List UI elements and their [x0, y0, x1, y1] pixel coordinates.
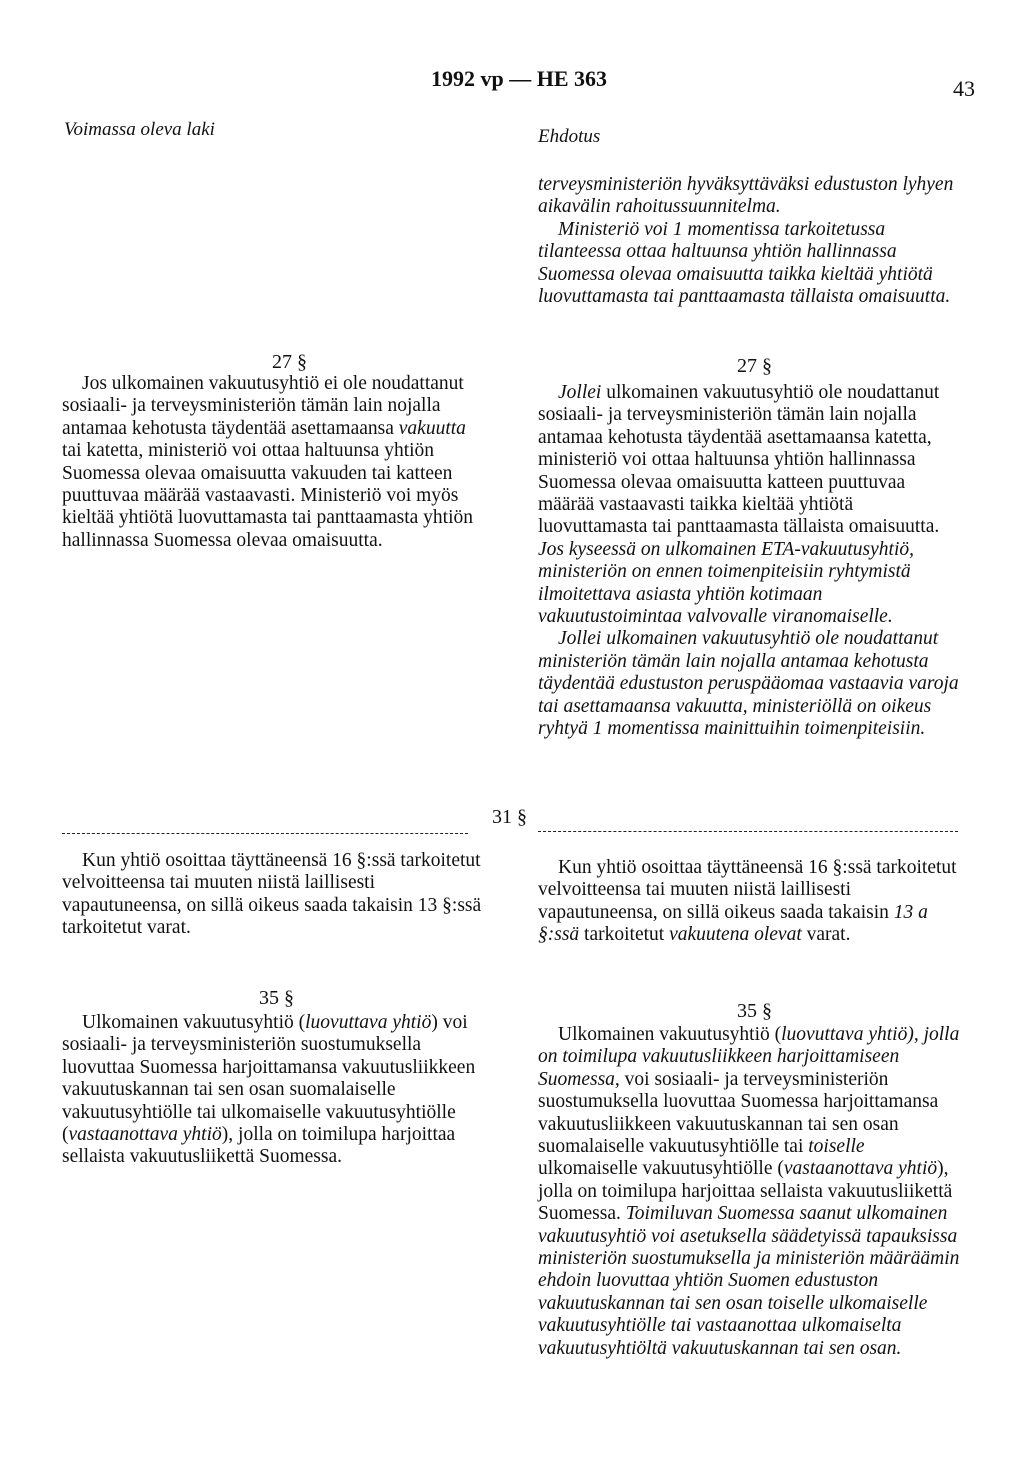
right-section-31-paragraph	[538, 857, 966, 947]
text-run: Ulkomainen vakuutusyhtiö (	[558, 1024, 782, 1045]
text-run-italic: vakuutta	[398, 417, 466, 439]
right-section-35-paragraph	[538, 1024, 966, 1360]
text-run: Kun yhtiö osoittaa täyttäneensä 16 §:ssä tarkoitetut velvoitteensa tai muuten niistä laillisesti vapautuneensa, on sillä oikeus saada takaisin	[538, 857, 957, 923]
text-run-italic: vastaanottava yhtiö	[68, 1124, 222, 1146]
right-section-27-paragraph-2: Jollei ulkomainen vakuutusyhtiö ole noudattanut ministeriön tämän lain nojalla antamaa kehotusta täydentää edustuston peruspääomaa vastaavia varoja tai asettamaansa vakuutta, ministeriöllä on oikeus ryhtyä 1 momentissa mainittuihin toimenpiteisiin.	[538, 628, 959, 740]
text-run-italic: Jos kyseessä on ulkomainen ETA-vakuutusyhtiö, ministeriön on ennen toimenpiteisiin ryhtymistä ilmoitettava asiasta yhtiön kotimaan vakuutustoimintaa valvovalle viranomaiselle.	[538, 538, 915, 628]
text-run: ulkomaiselle vakuutusyhtiölle (	[538, 1158, 784, 1180]
text-run: ulkomainen vakuutusyhtiö ole noudattanut sosiaali- ja terveysministeriön tämän lain nojalla antamaa kehotusta täydentää asettamaansa katetta, ministeriö voi ottaa haltuunsa yhtiön hallinnassa Suomessa olevaa omaisuutta katteen puuttuvaa määrää vastaavasti taikka kieltää yhtiötä luovuttamasta tai panttaamasta tällaista omaisuutta.	[538, 382, 940, 538]
left-omission-line	[62, 833, 468, 834]
text-run: tarkoitetut	[579, 924, 670, 946]
page-number: 43	[953, 76, 975, 101]
section-31-heading: 31 §	[492, 806, 527, 828]
running-header: 1992 vp — HE 363	[431, 66, 608, 91]
right-top-paragraph-1: terveysministeriön hyväksyttäväksi edustuston lyhyen aikavälin rahoitussuunnitelma.	[538, 174, 954, 218]
text-run: Jos ulkomainen vakuutusyhtiö ei ole noudattanut sosiaali- ja terveysministeriön tämän lain nojalla antamaa kehotusta täydentää asettamaansa	[62, 373, 464, 439]
right-omission-line	[538, 831, 958, 832]
left-section-27-heading: 27 §	[272, 351, 307, 373]
left-section-35-paragraph	[62, 1012, 490, 1169]
text-run-italic: vakuutena olevat	[669, 924, 802, 946]
text-run-italic: luovuttava yhtiö), jolla on toimilupa vakuutusliikkeen harjoittamiseen Suomessa,	[538, 1024, 960, 1090]
left-section-27-text	[62, 373, 490, 552]
left-section-35-text	[62, 1012, 490, 1169]
left-section-27-paragraph	[62, 373, 490, 552]
left-column-title: Voimassa oleva laki	[64, 119, 215, 140]
text-run: ) voi sosiaali- ja terveysministeriön suostumuksella luovuttaa Suomessa harjoittamansa vakuutusliikkeen vakuutuskannan tai sen osan suomalaiselle vakuutusyhtiölle tai ulkomaiselle vakuutusyhtiölle (	[62, 1012, 476, 1146]
right-section-35-heading: 35 §	[737, 1000, 772, 1022]
text-run: tai katetta, ministeriö voi ottaa haltuunsa yhtiön Suomessa olevaa omaisuutta vakuuden tai katteen puuttuvaa määrää vastaavasti. Ministeriö voi myös kieltää yhtiötä luovuttamasta tai panttaamasta yhtiön hallinnassa Suomessa olevaa omaisuutta.	[62, 440, 474, 551]
text-run-italic: toiselle	[808, 1136, 865, 1158]
text-run-italic: luovuttava yhtiö	[305, 1012, 432, 1033]
text-run: ), jolla on toimilupa harjoittaa sellaista vakuutusliikettä Suomessa.	[62, 1124, 456, 1168]
right-section-27-heading: 27 §	[737, 355, 772, 377]
text-run: Ulkomainen vakuutusyhtiö (	[82, 1012, 306, 1033]
text-run-italic: 13 a §:ssä	[538, 901, 928, 946]
left-section-35-heading: 35 §	[259, 987, 294, 1009]
right-top-paragraph-2: Ministeriö voi 1 momentissa tarkoitetussa tilanteessa ottaa haltuunsa yhtiön hallinnassa Suomessa olevaa omaisuutta taikka kieltää yhtiötä luovuttamasta tai panttaamasta tällaista omaisuutta.	[538, 218, 951, 308]
right-section-31-text	[538, 857, 966, 947]
right-column-title: Ehdotus	[538, 126, 601, 147]
left-section-31-text	[62, 850, 490, 940]
text-run: voi sosiaali- ja terveysministeriön suostumuksella luovuttaa Suomessa harjoittamansa vakuutusliikkeen vakuutuskannan tai sen osan suomalaiselle vakuutusyhtiölle tai	[538, 1068, 939, 1158]
text-run-italic: Toimiluvan Suomessa saanut ulkomainen vakuutusyhtiö voi asetuksella säädetyissä tapauksissa ministeriön suostumuksella ja ministeriön määräämin ehdoin luovuttaa yhtiön Suomen edustuston vakuutuskannan tai sen osan toiselle ulkomaiselle vakuutusyhtiölle tai vastaanottaa ulkomaiselta vakuutusyhtiöltä vakuutuskannan tai sen osan.	[538, 1203, 960, 1359]
left-section-31-paragraph: Kun yhtiö osoittaa täyttäneensä 16 §:ssä tarkoitetut velvoitteensa tai muuten niistä laillisesti vapautuneensa, on sillä oikeus saada takaisin 13 §:ssä tarkoitetut varat.	[62, 850, 482, 939]
text-run-italic: vastaanottava yhtiö	[783, 1158, 938, 1180]
text-run: varat.	[801, 924, 851, 946]
text-run-italic: Jollei	[558, 382, 602, 403]
right-section-27-paragraph-1	[538, 382, 966, 628]
right-section-27-text	[538, 382, 966, 741]
right-section-35-text	[538, 1024, 966, 1360]
text-run: ), jolla on toimilupa harjoittaa sellaista vakuutusliikettä Suomessa.	[538, 1158, 953, 1225]
right-top-text	[538, 174, 966, 308]
